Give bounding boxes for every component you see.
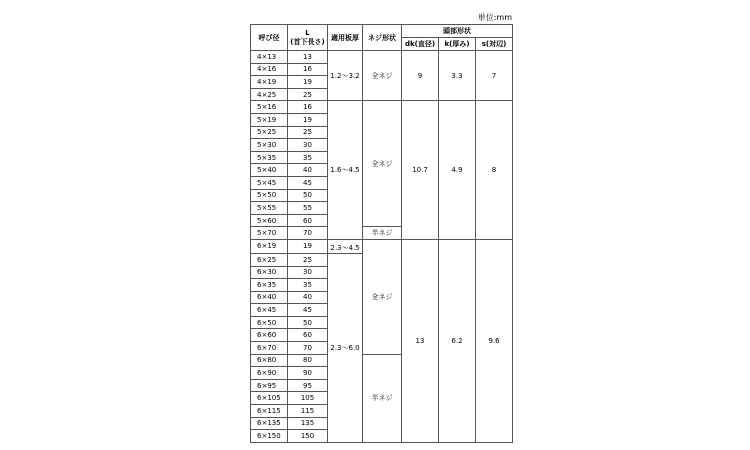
- size-cell: 6×70: [251, 342, 288, 355]
- size-cell: 5×19: [251, 113, 288, 126]
- thread-cell: 全ネジ: [363, 239, 402, 354]
- size-cell: 6×40: [251, 291, 288, 304]
- header-dk: dk(直径): [402, 38, 439, 51]
- length-cell: 25: [288, 88, 328, 101]
- size-cell: 5×60: [251, 214, 288, 227]
- length-cell: 30: [288, 139, 328, 152]
- size-cell: 5×70: [251, 227, 288, 240]
- dk-cell: 9: [402, 51, 439, 101]
- table-body: [251, 51, 513, 443]
- unit-label: 単位:mm: [477, 13, 512, 22]
- header-k: k(厚み): [439, 38, 476, 51]
- header-thread: ネジ形状: [363, 25, 402, 51]
- length-cell: 35: [288, 279, 328, 292]
- header-s: s(対辺): [476, 38, 513, 51]
- length-cell: 55: [288, 202, 328, 215]
- size-cell: 6×19: [251, 239, 288, 253]
- k-cell: 6.2: [439, 239, 476, 442]
- size-cell: 6×135: [251, 417, 288, 430]
- s-cell: 9.6: [476, 239, 513, 442]
- length-cell: 35: [288, 151, 328, 164]
- size-cell: 5×35: [251, 151, 288, 164]
- thread-cell: 全ネジ: [363, 101, 402, 227]
- length-cell: 40: [288, 291, 328, 304]
- size-cell: 4×16: [251, 63, 288, 76]
- size-cell: 6×90: [251, 367, 288, 380]
- plate-cell: 1.2～3.2: [328, 51, 363, 101]
- thread-cell: 全ネジ: [363, 51, 402, 101]
- length-cell: 19: [288, 113, 328, 126]
- length-cell: 19: [288, 76, 328, 89]
- size-cell: 6×115: [251, 405, 288, 418]
- size-cell: 6×105: [251, 392, 288, 405]
- header-plate: 適用板厚: [328, 25, 363, 51]
- length-cell: 70: [288, 227, 328, 240]
- size-cell: 6×80: [251, 354, 288, 367]
- size-cell: 5×50: [251, 189, 288, 202]
- length-cell: 115: [288, 405, 328, 418]
- length-cell: 50: [288, 316, 328, 329]
- length-cell: 60: [288, 329, 328, 342]
- length-cell: 16: [288, 63, 328, 76]
- header-length: [288, 25, 328, 51]
- length-cell: 25: [288, 253, 328, 266]
- header-head: 頭部形状: [402, 25, 513, 38]
- table-row: [251, 239, 513, 253]
- s-cell: 8: [476, 101, 513, 240]
- table-row: [251, 51, 513, 64]
- plate-cell: 1.6～4.5: [328, 101, 363, 240]
- size-cell: 6×45: [251, 304, 288, 317]
- length-cell: 105: [288, 392, 328, 405]
- size-cell: 5×45: [251, 176, 288, 189]
- table-row: [251, 101, 513, 114]
- thread-cell: 半ネジ: [363, 227, 402, 240]
- dk-cell: 13: [402, 239, 439, 442]
- size-cell: 6×60: [251, 329, 288, 342]
- size-cell: 5×30: [251, 139, 288, 152]
- s-cell: 7: [476, 51, 513, 101]
- length-cell: 50: [288, 189, 328, 202]
- length-cell: 90: [288, 367, 328, 380]
- length-cell: 135: [288, 417, 328, 430]
- size-cell: 5×55: [251, 202, 288, 215]
- plate-cell: 2.3～6.0: [328, 253, 363, 442]
- table-header: [251, 25, 513, 51]
- size-cell: 6×35: [251, 279, 288, 292]
- length-cell: 60: [288, 214, 328, 227]
- length-cell: 95: [288, 379, 328, 392]
- size-cell: 4×13: [251, 51, 288, 64]
- length-cell: 150: [288, 430, 328, 443]
- thread-cell: 半ネジ: [363, 354, 402, 442]
- size-cell: 5×40: [251, 164, 288, 177]
- size-cell: 5×25: [251, 126, 288, 139]
- length-cell: 45: [288, 176, 328, 189]
- length-cell: 19: [288, 239, 328, 253]
- size-cell: 6×50: [251, 316, 288, 329]
- size-cell: 5×16: [251, 101, 288, 114]
- length-cell: 45: [288, 304, 328, 317]
- k-cell: 3.3: [439, 51, 476, 101]
- length-cell: 30: [288, 266, 328, 279]
- size-cell: 6×25: [251, 253, 288, 266]
- size-cell: 6×95: [251, 379, 288, 392]
- k-cell: 4.9: [439, 101, 476, 240]
- header-length-sub: (首下長さ): [290, 37, 325, 46]
- length-cell: 80: [288, 354, 328, 367]
- spec-table: [250, 24, 513, 443]
- size-cell: 6×30: [251, 266, 288, 279]
- dk-cell: 10.7: [402, 101, 439, 240]
- plate-cell: 2.3～4.5: [328, 239, 363, 253]
- size-cell: 4×19: [251, 76, 288, 89]
- size-cell: 6×150: [251, 430, 288, 443]
- length-cell: 25: [288, 126, 328, 139]
- header-length-l: L: [305, 28, 310, 37]
- header-nominal: 呼び径: [251, 25, 288, 51]
- length-cell: 16: [288, 101, 328, 114]
- length-cell: 70: [288, 342, 328, 355]
- length-cell: 40: [288, 164, 328, 177]
- length-cell: 13: [288, 51, 328, 64]
- size-cell: 4×25: [251, 88, 288, 101]
